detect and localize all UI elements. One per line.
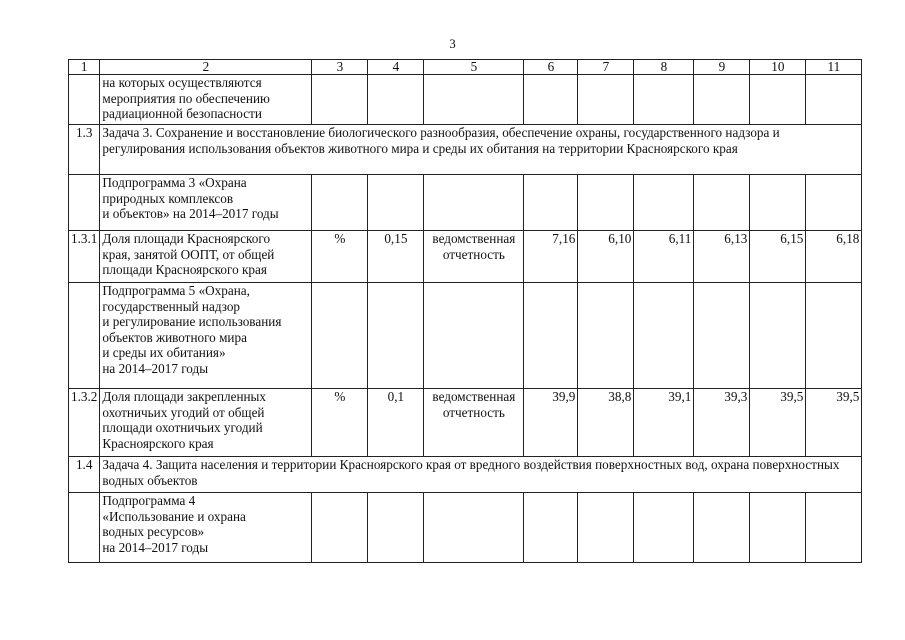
indicators-table — [68, 59, 862, 563]
column-number: 8 — [634, 60, 694, 75]
task-number-cell: 1.3 — [69, 125, 100, 175]
source-cell: ведомственная отчетность — [424, 389, 524, 457]
empty-cell — [694, 175, 750, 231]
empty-cell — [578, 75, 634, 125]
empty-cell — [524, 283, 578, 389]
source-cell: ведомственная отчетность — [424, 231, 524, 283]
empty-cell — [524, 75, 578, 125]
indicator-name-cell: Доля площади закрепленных охотничьих угодий от общей площади охотничьих угодий Красноярского края — [100, 389, 312, 457]
empty-cell — [694, 75, 750, 125]
subprogram-row — [69, 175, 862, 231]
weight-cell: 0,15 — [368, 231, 424, 283]
value-cell: 6,18 — [806, 231, 862, 283]
empty-cell — [312, 493, 368, 563]
empty-cell — [806, 283, 862, 389]
column-number: 7 — [578, 60, 634, 75]
value-cell: 38,8 — [578, 389, 634, 457]
subprogram-row — [69, 493, 862, 563]
empty-cell — [634, 75, 694, 125]
task-text-cell: Задача 4. Защита населения и территории Красноярского края от вредного воздействия поверхностных вод, охрана поверхностных водных объектов — [100, 457, 862, 493]
unit-cell: % — [312, 231, 368, 283]
empty-cell — [578, 175, 634, 231]
task-number-cell: 1.4 — [69, 457, 100, 493]
empty-cell — [312, 75, 368, 125]
empty-cell — [368, 75, 424, 125]
empty-cell — [578, 283, 634, 389]
row-number-cell — [69, 493, 100, 563]
indicator-number-cell: 1.3.1 — [69, 231, 100, 283]
weight-cell: 0,1 — [368, 389, 424, 457]
empty-cell — [368, 493, 424, 563]
value-cell: 7,16 — [524, 231, 578, 283]
empty-cell — [634, 283, 694, 389]
indicator-row — [69, 389, 862, 457]
subprogram-name-cell: Подпрограмма 5 «Охрана, государственный надзор и регулирование использования объектов животного мира и среды их обитания» на 2014–2017 годы — [100, 283, 312, 389]
empty-cell — [524, 175, 578, 231]
value-cell: 6,13 — [694, 231, 750, 283]
value-cell: 6,10 — [578, 231, 634, 283]
page-number: 3 — [449, 36, 456, 51]
empty-cell — [368, 283, 424, 389]
column-number-row — [69, 60, 862, 75]
empty-cell — [312, 283, 368, 389]
value-cell: 6,11 — [634, 231, 694, 283]
empty-cell — [634, 175, 694, 231]
table-row — [69, 75, 862, 125]
unit-cell: % — [312, 389, 368, 457]
value-cell: 6,15 — [750, 231, 806, 283]
task-text-cell: Задача 3. Сохранение и восстановление биологического разнообразия, обеспечение охраны, государственного надзора и регулирования использования объектов животного мира и среды их обитания на территории Красноярского края — [100, 125, 862, 175]
empty-cell — [524, 493, 578, 563]
column-number: 11 — [806, 60, 862, 75]
column-number: 4 — [368, 60, 424, 75]
subprogram-row — [69, 283, 862, 389]
column-number: 3 — [312, 60, 368, 75]
indicator-name-cell: на которых осуществляются мероприятия по обеспечению радиационной безопасности — [100, 75, 312, 125]
empty-cell — [424, 283, 524, 389]
value-cell: 39,9 — [524, 389, 578, 457]
column-number: 1 — [69, 60, 100, 75]
value-cell: 39,5 — [806, 389, 862, 457]
indicator-row — [69, 231, 862, 283]
empty-cell — [806, 493, 862, 563]
column-number: 6 — [524, 60, 578, 75]
empty-cell — [694, 493, 750, 563]
empty-cell — [634, 493, 694, 563]
value-cell: 39,5 — [750, 389, 806, 457]
empty-cell — [806, 75, 862, 125]
row-number-cell — [69, 175, 100, 231]
indicator-number-cell: 1.3.2 — [69, 389, 100, 457]
row-number-cell — [69, 283, 100, 389]
empty-cell — [424, 75, 524, 125]
task-row — [69, 125, 862, 175]
empty-cell — [368, 175, 424, 231]
row-number-cell — [69, 75, 100, 125]
empty-cell — [750, 493, 806, 563]
column-number: 10 — [750, 60, 806, 75]
empty-cell — [750, 175, 806, 231]
empty-cell — [312, 175, 368, 231]
empty-cell — [750, 75, 806, 125]
empty-cell — [750, 283, 806, 389]
value-cell: 39,1 — [634, 389, 694, 457]
empty-cell — [424, 175, 524, 231]
column-number: 9 — [694, 60, 750, 75]
column-number: 5 — [424, 60, 524, 75]
empty-cell — [806, 175, 862, 231]
indicator-name-cell: Доля площади Красноярского края, занятой ООПТ, от общей площади Красноярского края — [100, 231, 312, 283]
subprogram-name-cell: Подпрограмма 3 «Охрана природных комплексов и объектов» на 2014–2017 годы — [100, 175, 312, 231]
empty-cell — [578, 493, 634, 563]
value-cell: 39,3 — [694, 389, 750, 457]
task-row — [69, 457, 862, 493]
subprogram-name-cell: Подпрограмма 4 «Использование и охрана водных ресурсов» на 2014–2017 годы — [100, 493, 312, 563]
column-number: 2 — [100, 60, 312, 75]
empty-cell — [424, 493, 524, 563]
empty-cell — [694, 283, 750, 389]
